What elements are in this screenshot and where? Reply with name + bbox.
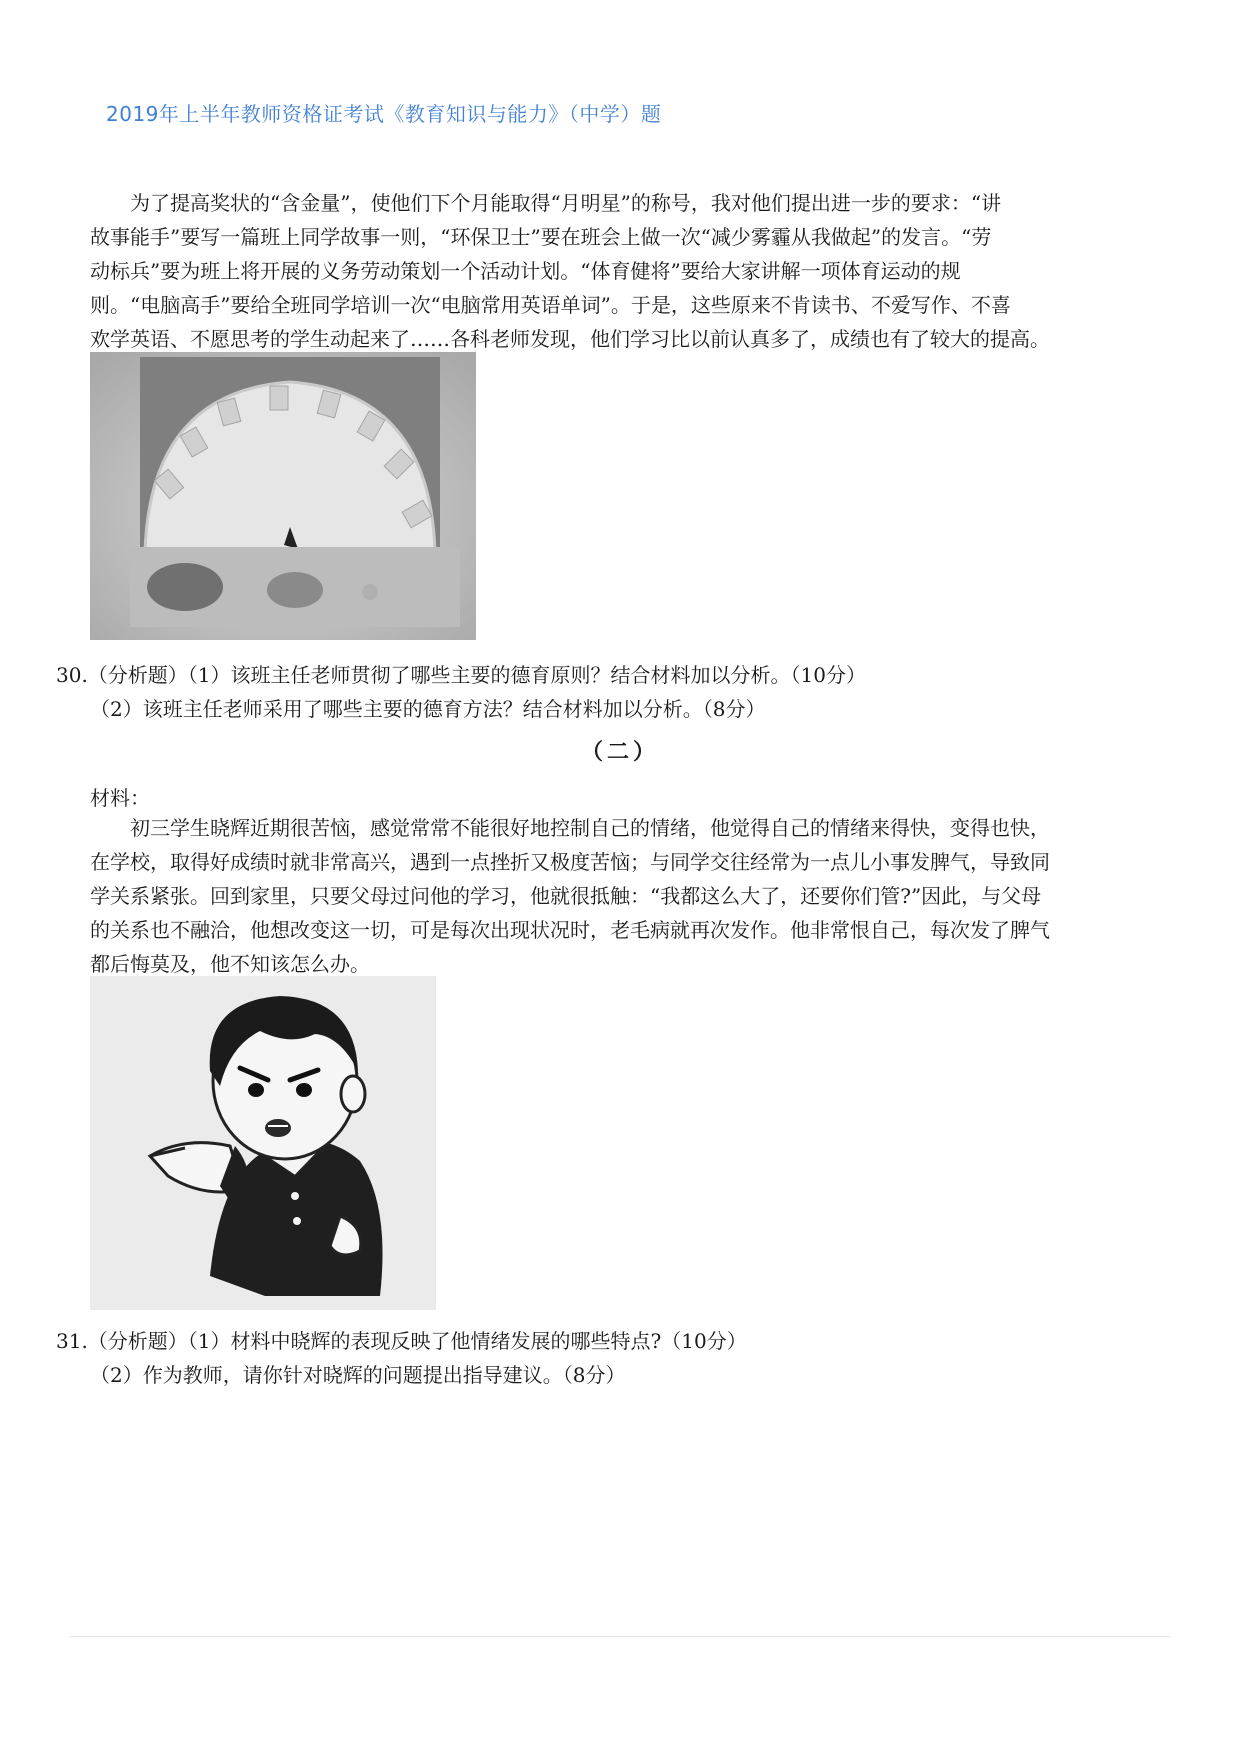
material-label: 材料： bbox=[90, 786, 150, 810]
question-30-part-1: 30.（分析题）（1）该班主任老师贯彻了哪些主要的德育原则？结合材料加以分析。（10分） bbox=[56, 663, 866, 687]
certificate-illustration bbox=[90, 352, 476, 640]
section-two-heading: （二） bbox=[580, 739, 659, 765]
paragraph-line: 在学校，取得好成绩时就非常高兴，遇到一点挫折又极度苦恼；与同学交往经常为一点儿小事发脾气，导致同 bbox=[90, 850, 1050, 874]
paragraph-line: 初三学生晓辉近期很苦恼，感觉常常不能很好地控制自己的情绪，他觉得自己的情绪来得快，变得也快， bbox=[130, 816, 1050, 840]
material-one-paragraph bbox=[90, 186, 1150, 356]
paragraph-line: 学关系紧张。回到家里，只要父母过问他的学习，他就很抵触：“我都这么大了，还要你们管?”因此，与父母 bbox=[90, 884, 1042, 908]
award-certificate-photo bbox=[90, 352, 476, 640]
angry-boy-cartoon bbox=[90, 976, 436, 1310]
paragraph-line: 为了提高奖状的“含金量”，使他们下个月能取得“月明星”的称号，我对他们提出进一步的要求：“讲 bbox=[130, 191, 1002, 215]
footer-divider bbox=[70, 1636, 1170, 1637]
material-two-paragraph bbox=[90, 811, 1150, 981]
question-30-part-2: （2）该班主任老师采用了哪些主要的德育方法？结合材料加以分析。（8分） bbox=[90, 697, 766, 721]
question-31-part-1: 31.（分析题）（1）材料中晓辉的表现反映了他情绪发展的哪些特点?（10分） bbox=[56, 1329, 747, 1353]
page-header-title: 2019年上半年教师资格证考试《教育知识与能力》（中学）题 bbox=[106, 102, 662, 126]
paragraph-line: 的关系也不融洽，他想改变这一切，可是每次出现状况时，老毛病就再次发作。他非常恨自己，每次发了脾气 bbox=[90, 918, 1050, 942]
question-31-part-2: （2）作为教师，请你针对晓辉的问题提出指导建议。（8分） bbox=[90, 1363, 626, 1387]
paragraph-line: 欢学英语、不愿思考的学生动起来了……各科老师发现，他们学习比以前认真多了，成绩也有了较大的提高。 bbox=[90, 327, 1050, 351]
paragraph-line: 故事能手”要写一篇班上同学故事一则，“环保卫士”要在班会上做一次“减少雾霾从我做起”的发言。“劳 bbox=[90, 225, 992, 249]
paragraph-line: 动标兵”要为班上将开展的义务劳动策划一个活动计划。“体育健将”要给大家讲解一项体育运动的规 bbox=[90, 259, 961, 283]
paragraph-line: 都后悔莫及，他不知该怎么办。 bbox=[90, 952, 370, 976]
boy-illustration bbox=[90, 976, 436, 1310]
paragraph-line: 则。“电脑高手”要给全班同学培训一次“电脑常用英语单词”。于是，这些原来不肯读书、不爱写作、不喜 bbox=[90, 293, 1011, 317]
